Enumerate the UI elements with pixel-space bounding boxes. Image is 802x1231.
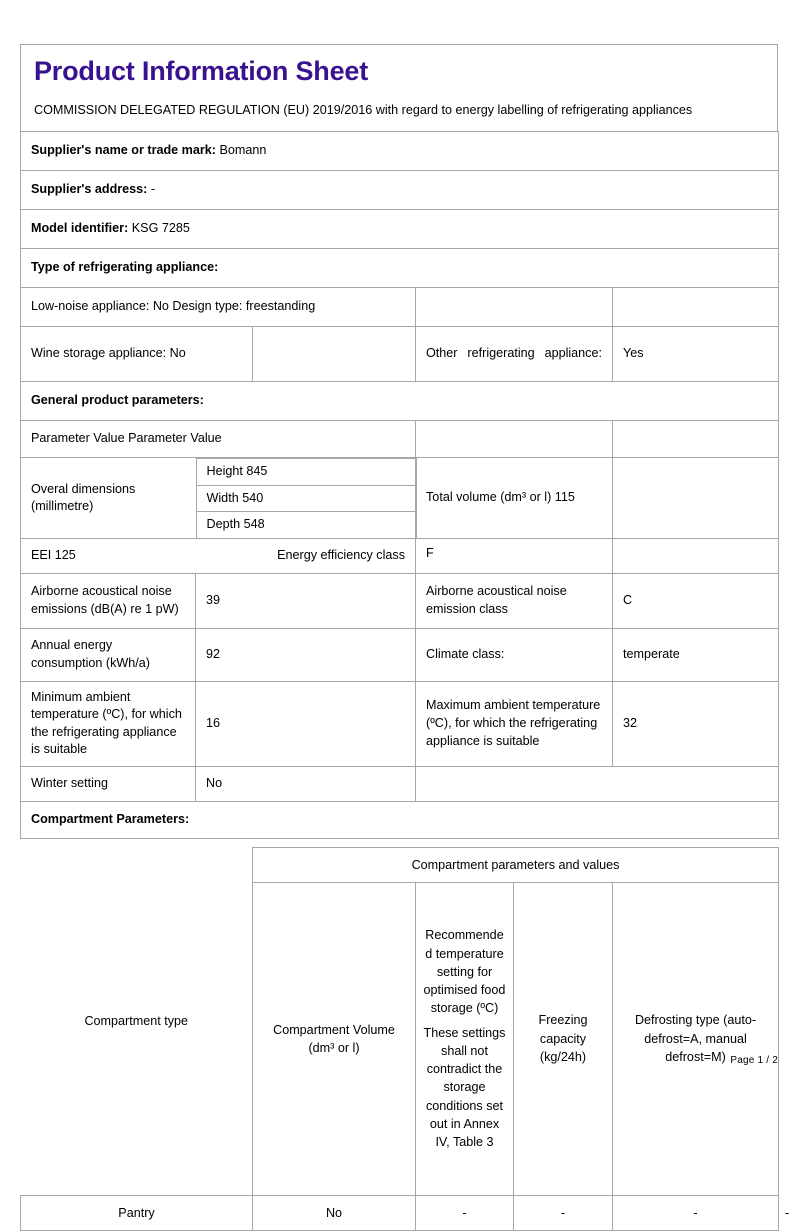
other-refrigerating-appliance-value: Yes [613,326,779,381]
table-row [21,801,779,838]
low-noise-appliance-cell: Low-noise appliance: No Design type: freestanding [21,287,416,326]
noise-emission-class-label: Airborne acoustical noise emission class [416,573,613,628]
dimension-height [196,458,416,485]
type-section-heading: Type of refrigerating appliance: [21,248,779,287]
page-title: Product Information Sheet [34,56,369,86]
dimension-height-name: Height [206,463,243,478]
winter-setting-label: Winter setting [21,766,196,801]
table-row [21,420,779,457]
eei-cell [21,538,416,573]
document-page [20,44,790,1231]
wine-storage-appliance-cell: Wine storage appliance: No [21,326,253,381]
max-ambient-temp-label: Maximum ambient temperature (ºC), for which the refrigerating appliance is suitable [416,681,613,766]
recommended-temperature-header-main: Recommended temperature setting for optimised food storage (ºC) [423,928,506,1016]
param-header-blank-d [613,420,779,457]
supplier-address-value: - [150,182,156,197]
supplier-name-value: Bomann [219,143,267,158]
compartment-row-temperature: - [514,1195,613,1230]
page-footer: Page 1 / 2 [730,1055,778,1066]
general-parameters-table [20,420,779,839]
table-row [21,458,416,485]
climate-class-value: temperate [613,628,779,681]
compartment-row-freezing: - [613,1195,779,1230]
defrosting-type-header: Defrosting type (auto-defrost=A, manual defrost=M) [613,882,779,1195]
climate-class-label: Climate class: [416,628,613,681]
compartment-row-volume: - [416,1195,514,1230]
winter-setting-blank [416,766,779,801]
table-row [21,287,779,326]
noise-emissions-label: Airborne acoustical noise emissions (dB(A) re 1 pW) [21,573,196,628]
supplier-and-type-table [20,131,779,421]
compartment-group-header: Compartment parameters and values [253,847,779,882]
supplier-address-cell [21,170,779,209]
table-row [21,209,779,248]
type-row1-blank-d [613,287,779,326]
supplier-address-label: Supplier's address: [31,182,148,197]
table-row [21,847,779,882]
compartment-row-type: Pantry [21,1195,253,1230]
table-row [21,326,779,381]
table-row [21,628,779,681]
table-row [21,573,779,628]
annual-energy-label: Annual energy consumption (kWh/a) [21,628,196,681]
regulation-subtitle: COMMISSION DELEGATED REGULATION (EU) 2019/2016 with regard to energy labelling of refrigerating appliances [34,102,693,117]
model-identifier-cell [21,209,779,248]
min-ambient-temp-label: Minimum ambient temperature (ºC), for which the refrigerating appliance is suitable [21,681,196,766]
compartment-parameters-table [20,847,790,1231]
supplier-name-cell [21,131,779,170]
eei-blank-d [613,538,779,573]
general-parameters-heading: General product parameters: [21,381,779,420]
eei-value: EEI 125 [31,548,76,562]
dimension-width [196,485,416,512]
overall-dimensions-label: Overal dimensions (millimetre) [21,458,196,537]
noise-emissions-value: 39 [196,573,416,628]
table-row [21,766,779,801]
compartment-volume-header: Compartment Volume (dm³ or l) [253,882,416,1195]
dimension-width-value: 540 [242,490,264,505]
table-row [21,681,779,766]
dimensions-blank-d [613,457,779,538]
table-row [21,538,779,573]
total-volume-cell: Total volume (dm³ or l) 115 [416,457,613,538]
annual-energy-value: 92 [196,628,416,681]
type-row1-blank-c [416,287,613,326]
table-row [21,248,779,287]
compartment-type-header: Compartment type [21,847,253,1195]
overall-dimensions-cell [21,457,416,538]
energy-efficiency-class-value: F [416,538,613,573]
table-row [21,131,779,170]
param-header-blank-c [416,420,613,457]
type-row2-blank-b [253,326,416,381]
compartment-parameters-heading: Compartment Parameters: [21,801,779,838]
compartment-row-present: No [253,1195,416,1230]
energy-efficiency-class-label: Energy efficiency class [277,548,406,562]
overall-dimensions-inner-table [21,458,417,538]
table-row [21,381,779,420]
dimension-depth-name: Depth [206,517,241,532]
model-identifier-value: KSG 7285 [131,221,190,236]
max-ambient-temp-value: 32 [613,681,779,766]
table-row [21,457,779,538]
min-ambient-temp-value: 16 [196,681,416,766]
table-row: Pantry No - - - - [21,1195,779,1230]
dimension-depth-value: 548 [243,517,265,532]
supplier-name-label: Supplier's name or trade mark: [31,143,216,158]
dimension-depth [196,512,416,538]
section-gap [20,839,778,847]
winter-setting-value: No [196,766,416,801]
recommended-temperature-header-note: These settings shall not contradict the storage conditions set out in Annex IV, Table 3 [423,1025,506,1150]
dimension-width-name: Width [206,490,239,505]
dimension-height-value: 845 [246,463,268,478]
other-refrigerating-appliance-label: Other refrigerating appliance: [416,326,613,381]
recommended-temperature-header [416,882,514,1195]
document-header [20,44,778,131]
model-identifier-label: Model identifier: [31,221,129,236]
table-row [21,170,779,209]
noise-emission-class-value: C [613,573,779,628]
freezing-capacity-header: Freezing capacity (kg/24h) [514,882,613,1195]
parameter-value-header: Parameter Value Parameter Value [21,420,416,457]
